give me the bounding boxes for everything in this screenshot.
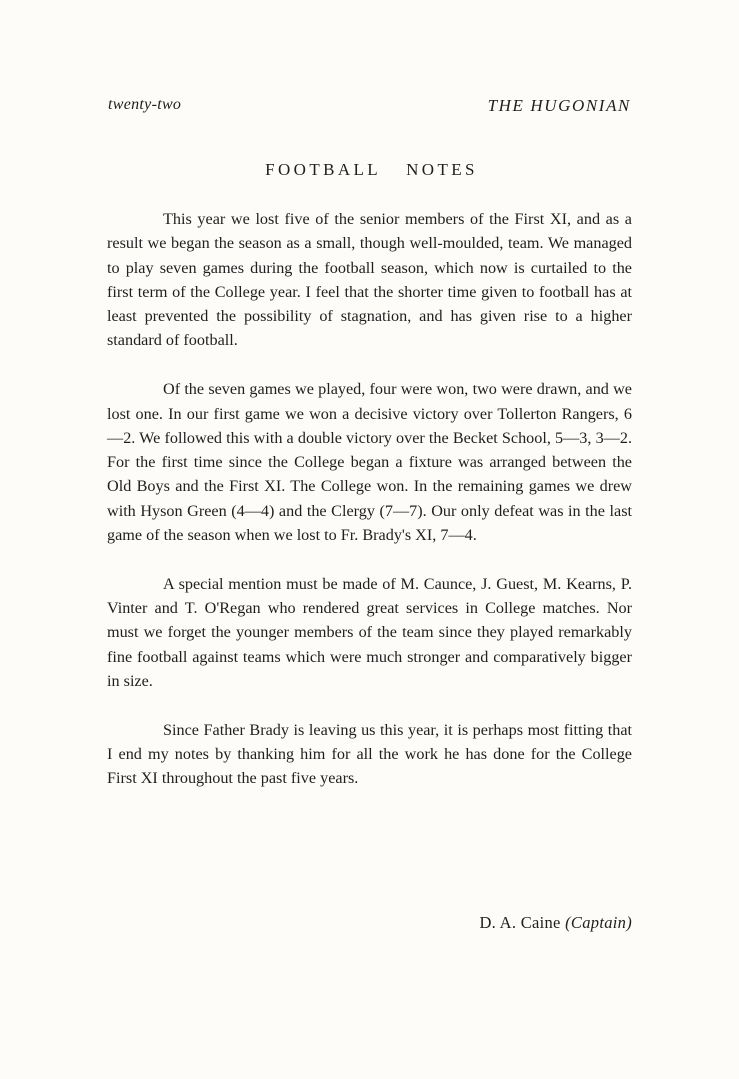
journal-title: THE HUGONIAN bbox=[487, 96, 631, 115]
running-header bbox=[108, 96, 631, 120]
paragraph-4: Since Father Brady is leaving us this year, it is perhaps most fitting that I end my notes by thanking him for all the work he has done for the College First XI throughout the past five years. bbox=[107, 720, 632, 788]
author-name: D. A. Caine bbox=[479, 913, 561, 932]
author-role: (Captain) bbox=[565, 913, 632, 932]
article-body bbox=[107, 207, 632, 815]
article-title: FOOTBALL NOTES bbox=[265, 160, 478, 179]
author-signature bbox=[479, 913, 632, 933]
page-number: twenty-two bbox=[108, 96, 182, 113]
paragraph-2: Of the seven games we played, four were won, two were drawn, and we lost one. In our first game we won a decisive victory over Tollerton Rangers, 6—2. We followed this with a double victory over the Becket School, 5—3, 3—2. For the first time since the College began a fixture was arranged between the Old Boys and the First XI. The College won. In the remaining games we drew with Hyson Green (4—4) and the Clergy (7—7). Our only defeat was in the last game of the season when we lost to Fr. Brady's XI, 7—4. bbox=[107, 380, 632, 545]
paragraph-1: This year we lost five of the senior members of the First XI, and as a result we began the season as a small, though well-moulded, team. We managed to play seven games during the football season, which now is curtailed to the first term of the College year. I feel that the shorter time given to football has at least prevented the possibility of stagnation, and has given rise to a higher standard of football. bbox=[107, 210, 632, 350]
paragraph-3: A special mention must be made of M. Caunce, J. Guest, M. Kearns, P. Vinter and T. O'Regan who rendered great services in College matches. Nor must we forget the younger members of the team since they played remarkably fine football against teams which were much stronger and comparatively bigger in size. bbox=[107, 574, 632, 691]
